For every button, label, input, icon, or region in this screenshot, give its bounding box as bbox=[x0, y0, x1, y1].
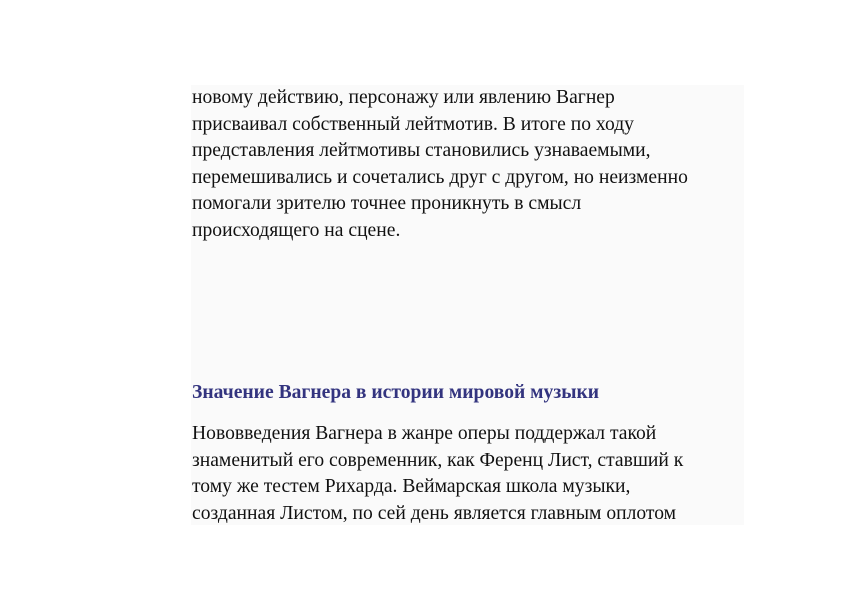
paragraph-line: присваивал собственный лейтмотив. В итоге по ходу bbox=[192, 113, 634, 135]
section-heading: Значение Вагнера в истории мировой музыки bbox=[192, 382, 600, 403]
paragraph-line: созданная Листом, по сей день является главным оплотом bbox=[192, 502, 677, 524]
paragraph-leitmotif bbox=[192, 85, 688, 244]
paragraph-innovations bbox=[192, 421, 683, 527]
text-block bbox=[191, 85, 744, 525]
paragraph-line: новому действию, персонажу или явлению Вагнер bbox=[192, 87, 615, 108]
paragraph-line: перемешивались и сочетались друг с другом, но неизменно bbox=[192, 166, 688, 188]
paragraph-line: Нововведения Вагнера в жанре оперы поддержал такой bbox=[192, 423, 657, 444]
paragraph-line: тому же тестем Рихарда. Веймарская школа музыки, bbox=[192, 476, 631, 497]
paragraph-line: происходящего на сцене. bbox=[192, 219, 401, 241]
paragraph-line: представления лейтмотивы становились узнаваемыми, bbox=[192, 140, 651, 161]
paragraph-line: знаменитый его современник, как Ференц Лист, ставший к bbox=[192, 449, 684, 471]
paragraph-line: помогали зрителю точнее проникнуть в смысл bbox=[192, 193, 582, 214]
